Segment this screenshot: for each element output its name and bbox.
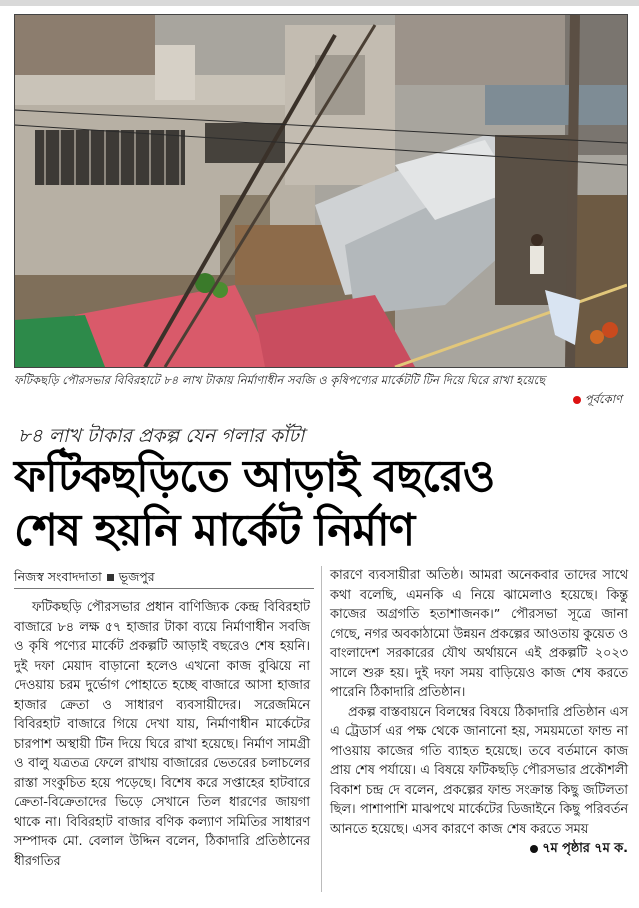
news-photo [14, 14, 628, 368]
byline-place: ভূজপুর [118, 569, 155, 584]
byline-reporter: নিজস্ব সংবাদদাতা [14, 569, 102, 584]
bullet-icon [530, 845, 538, 853]
headline-line-1: ফটিকছড়িতে আড়াই বছরেও [14, 451, 495, 502]
photo-caption [14, 372, 626, 408]
continued-on [330, 839, 628, 859]
photo-credit [573, 391, 622, 408]
column-divider [321, 566, 322, 892]
credit-dot-icon [573, 396, 581, 404]
paragraph: কারণে ব্যবসায়ীরা অতিষ্ঠ। আমরা অনেকবার তাদের সাথে কথা বলেছি, এমনকি এ নিয়ে ঝামেলাও হয়েছে। কিন্তু কাজের অগ্রগতি হতাশাজনক।” পৌরসভা সূত্রে জানা গেছে, নগর অবকাঠামো উন্নয়ন প্রকল্পের আওতায় কুয়েত ও বাংলাদেশ সরকারের যৌথ অর্থায়নে এই প্রকল্পটি ২০২৩ সালে শুরু হয়। দুই দফা সময় বাড়িয়েও কাজ শেষ করতে পারেনি ঠিকাদারি প্রতিষ্ঠান। [330, 568, 628, 700]
continued-text: ৭ম পৃষ্ঠার ৭ম ক. [542, 841, 628, 856]
top-border [0, 0, 639, 6]
paragraph: ফটিকছড়ি পৌরসভার প্রধান বাণিজ্যিক কেন্দ্র বিবিরহাট বাজারে ৮৪ লক্ষ ৫৭ হাজার টাকা ব্যয়ে নির্মাণাধীন সবজি ও কৃষি পণ্যের মার্কেট প্রকল্পটি আড়াই বছরেও শেষ হয়নি। দুই দফা মেয়াদ বাড়ানো হলেও এখনো কাজ বুঝিয়ে না দেওয়ায় চরম দুর্ভোগ পোহাতে হচ্ছে বাজারে আসা হাজার হাজার ক্রেতা ও সাধারণ ব্যবসায়ীদের। সরেজমিনে বিবিরহাট বাজারে গিয়ে দেখা যায়, নির্মাণাধীন মার্কেটের চারপাশ অস্থায়ী টিন দিয়ে ঘিরে রাখা হয়েছে। নির্মাণ সামগ্রী ও বালু যত্রতত্র ফেলে রাখায় বাজারের ভেতরের চলাচলের রাস্তা সংকুচিত হয়ে পড়েছে। বিশেষ করে সপ্তাহের হাটবারে ক্রেতা-বিক্রেতাদের ভিড়ে সেখানে তিল ধারণের জায়গা থাকে না। বিবিরহাট বাজার বণিক কল্যাণ সমিতির সাধারণ সম্পাদক মো. বেলাল উদ্দিন বলেন, ঠিকাদারি প্রতিষ্ঠানের ধীরগতির [14, 600, 310, 869]
byline-separator-icon [107, 574, 114, 581]
article-kicker: ৮৪ লাখ টাকার প্রকল্প যেন গলার কাঁটা [18, 425, 305, 447]
caption-text: ফটিকছড়ি পৌরসভার বিবিরহাটে ৮৪ লাখ টাকায় নির্মাণাধীন সবজি ও কৃষিপণ্যের মার্কেটটি টিন দিয়ে ঘিরে রাখা হয়েছে [14, 373, 546, 387]
article-column-left [14, 598, 310, 871]
article-headline [14, 450, 626, 558]
market-construction-photo [15, 15, 627, 367]
headline-line-2: শেষ হয়নি মার্কেট নির্মাণ [14, 505, 415, 556]
credit-text: পূর্বকোণ [584, 392, 622, 406]
byline [14, 566, 314, 589]
paragraph: প্রকল্প বাস্তবায়নে বিলম্বের বিষয়ে ঠিকাদারি প্রতিষ্ঠান এস এ ট্রেডার্স এর পক্ষ থেকে জানানো হয়, সময়মতো ফান্ড না পাওয়ায় কাজের গতি ব্যাহত হয়েছে। তবে বর্তমানে কাজ প্রায় শেষ পর্যায়ে। এ বিষয়ে ফটিকছড়ি পৌরসভার প্রকৌশলী বিকাশ চন্দ্র দে বলেন, প্রকল্পের ফান্ড সংক্রান্ত কিছু জটিলতা ছিল। পাশাপাশি মাঝপথে মার্কেটের ডিজাইনে কিছু পরিবর্তন আনতে হয়েছে। এসব কারণে কাজ শেষ করতে সময় [330, 704, 628, 837]
article-column-right [330, 566, 628, 859]
